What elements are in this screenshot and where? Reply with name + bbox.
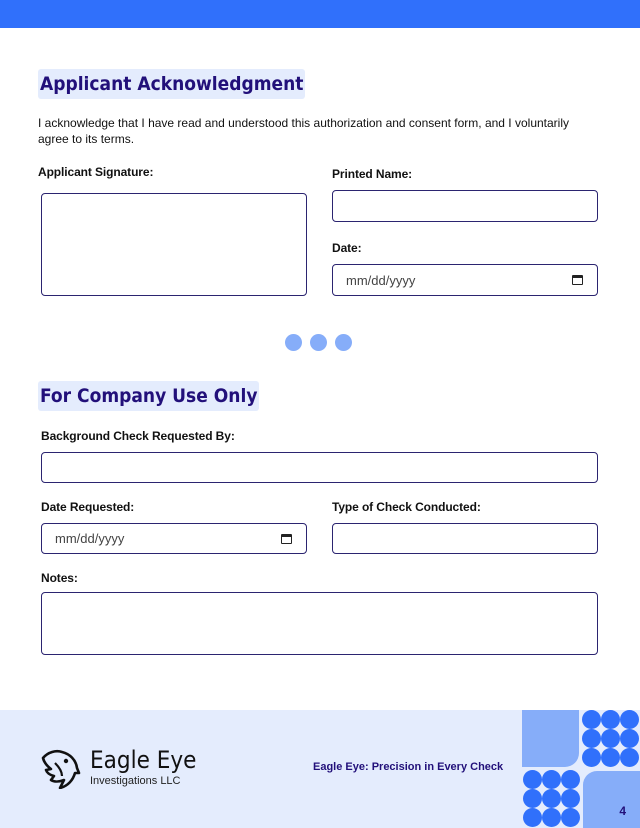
date-placeholder: mm/dd/yyyy — [346, 272, 416, 288]
signature-field[interactable] — [41, 193, 307, 296]
signature-date-field[interactable] — [332, 264, 598, 296]
page-number: 4 — [619, 804, 626, 818]
eagle-head-icon — [40, 747, 82, 789]
acknowledgment-title: Applicant Acknowledgment — [38, 69, 305, 99]
signature-label: Applicant Signature: — [38, 165, 154, 179]
decor-tile — [583, 771, 640, 828]
separator-dot — [285, 334, 302, 351]
separator-dot — [335, 334, 352, 351]
calendar-icon[interactable] — [572, 275, 583, 285]
date-label: Date: — [332, 241, 362, 255]
footer-decoration — [522, 710, 640, 828]
brand-subtitle: Investigations LLC — [90, 775, 181, 787]
separator-dot — [310, 334, 327, 351]
company-use-title: For Company Use Only — [38, 381, 259, 411]
printed-name-field[interactable] — [332, 190, 598, 222]
decor-tile — [522, 710, 579, 767]
requested-by-field[interactable] — [41, 452, 598, 483]
date-requested-field[interactable] — [41, 523, 307, 554]
date-requested-label: Date Requested: — [41, 500, 135, 514]
notes-label: Notes: — [41, 571, 78, 585]
check-type-field[interactable] — [332, 523, 598, 554]
notes-field[interactable] — [41, 592, 598, 655]
check-type-label: Type of Check Conducted: — [332, 500, 481, 514]
brand-name: Eagle Eye — [90, 746, 197, 774]
footer — [0, 710, 640, 828]
decor-dot-grid — [582, 710, 639, 767]
calendar-icon[interactable] — [281, 534, 292, 544]
printed-name-label: Printed Name: — [332, 167, 413, 181]
date-placeholder: mm/dd/yyyy — [55, 531, 125, 546]
top-accent-bar — [0, 0, 640, 28]
requested-by-label: Background Check Requested By: — [41, 429, 235, 443]
acknowledgment-text: I acknowledge that I have read and understood this authorization and consent form, and I voluntarily agree to its terms. — [38, 116, 569, 146]
footer-tagline: Eagle Eye: Precision in Every Check — [313, 761, 504, 773]
decor-dot-grid — [523, 770, 580, 827]
section-separator — [285, 334, 352, 351]
